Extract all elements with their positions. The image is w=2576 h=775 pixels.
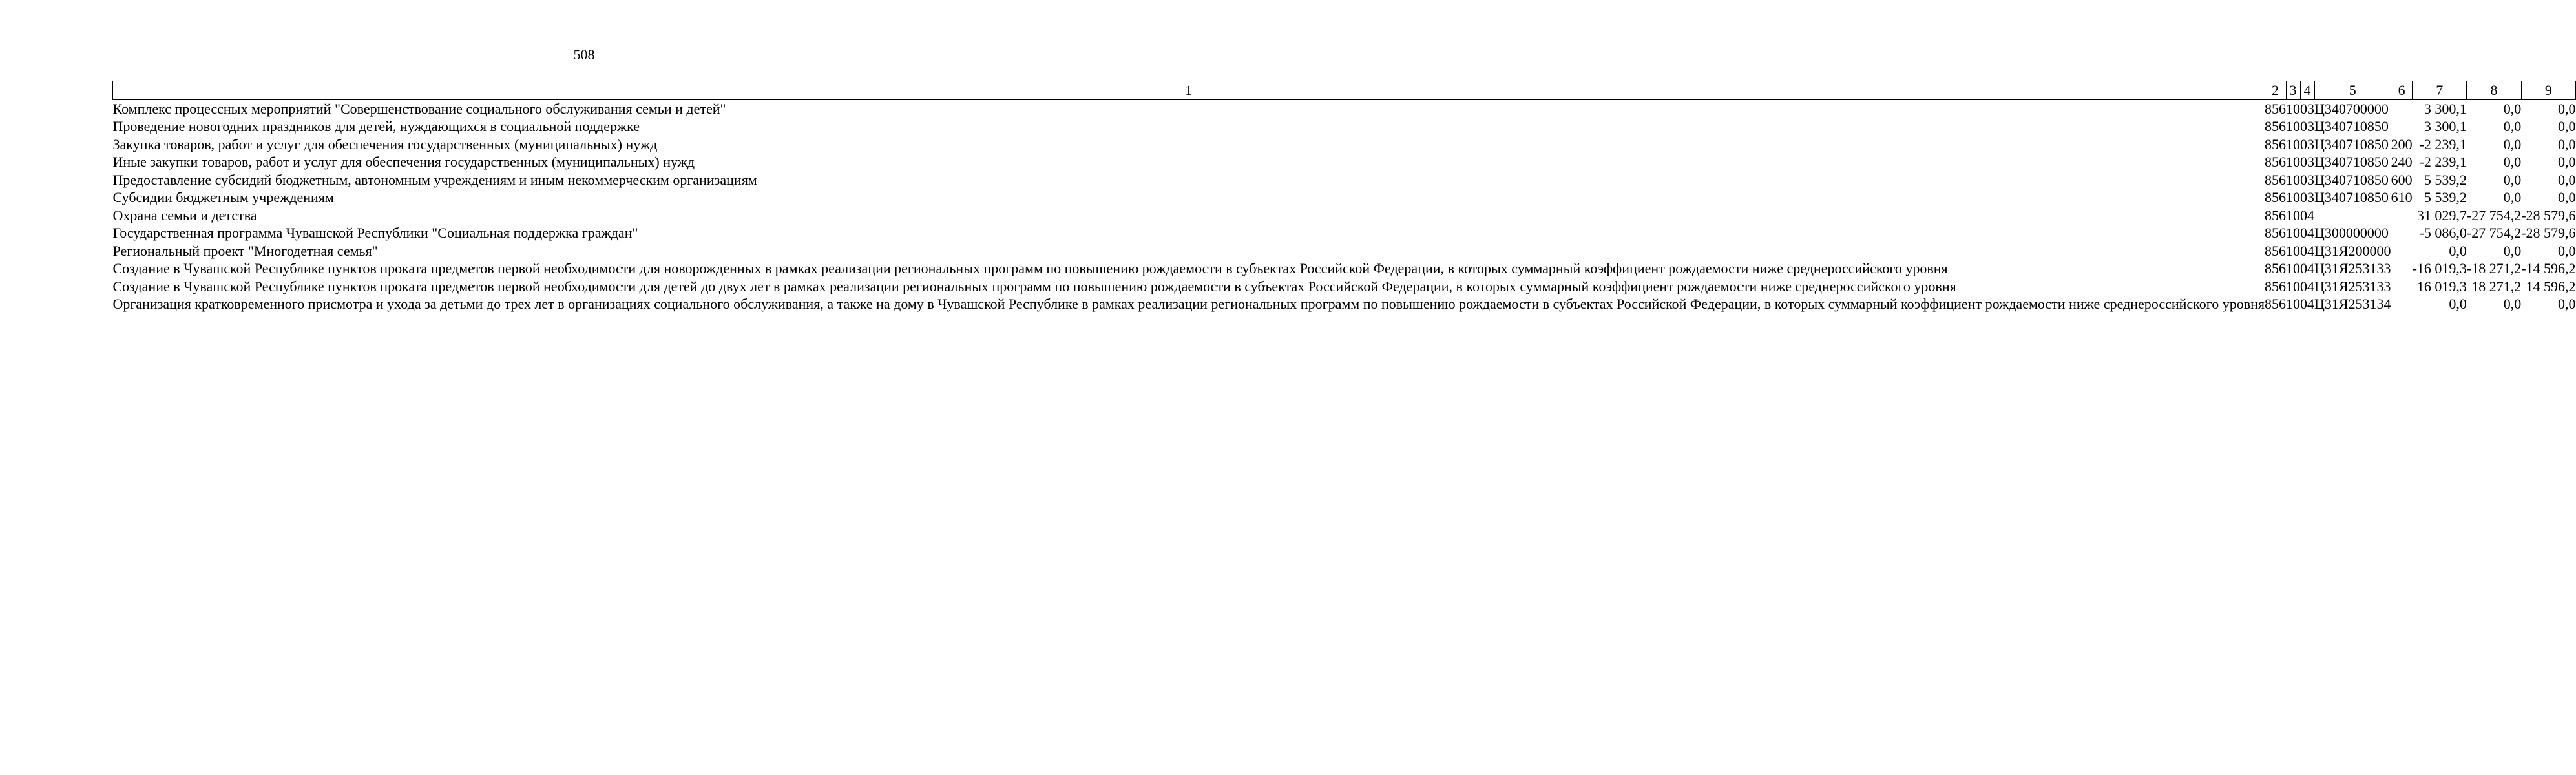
cell-expense-type: [2391, 99, 2413, 118]
cell-expense-type: 600: [2391, 171, 2413, 188]
col-header-7: 7: [2413, 81, 2467, 100]
table-row: [113, 260, 2576, 278]
cell-amount-8: -18 271,2: [2466, 260, 2522, 276]
cell-expense-type: [2391, 207, 2413, 225]
cell-target-article: Ц340710850: [2314, 136, 2389, 152]
cell-expense-type: [2391, 278, 2413, 296]
cell-target-article: Ц31Я253133: [2314, 260, 2391, 276]
header-row: [113, 81, 2576, 100]
cell-ministry: 856: [2265, 136, 2286, 152]
cell-section: 10: [2286, 225, 2300, 241]
cell-amount-7: 0,0: [2449, 242, 2467, 259]
cell-target-article: Ц340710850: [2314, 118, 2389, 134]
cell-amount-9: 0,0: [2558, 136, 2576, 152]
cell-amount-7: 0,0: [2449, 296, 2467, 312]
cell-ministry: 856: [2265, 225, 2286, 241]
cell-amount-9: 0,0: [2558, 118, 2576, 134]
cell-target-article: Ц340710850: [2314, 189, 2389, 205]
cell-amount-8: 0,0: [2503, 189, 2522, 205]
cell-amount-8: 0,0: [2503, 154, 2522, 170]
cell-section: 10: [2286, 154, 2300, 170]
cell-subsection: 04: [2300, 278, 2314, 294]
row-name: Предоставление субсидий бюджетным, автономным учреждениям и иным некоммерческим организациям: [112, 171, 757, 188]
cell-target-article: Ц31Я200000: [2314, 242, 2391, 259]
cell-amount-7: -16 019,3: [2412, 260, 2467, 276]
cell-ministry: 856: [2265, 296, 2286, 312]
table-row: [113, 278, 2576, 296]
cell-amount-9: 0,0: [2558, 189, 2576, 205]
cell-expense-type: [2391, 242, 2413, 260]
cell-amount-9: 0,0: [2558, 242, 2576, 259]
cell-amount-9: 14 596,2: [2526, 278, 2576, 294]
row-name: Государственная программа Чувашской Республики "Социальная поддержка граждан": [112, 225, 638, 241]
cell-amount-9: 0,0: [2558, 154, 2576, 170]
cell-amount-9: 0,0: [2558, 171, 2576, 188]
cell-subsection: 03: [2300, 100, 2314, 117]
cell-ministry: 856: [2265, 154, 2286, 170]
cell-amount-9: -28 579,6: [2521, 207, 2576, 223]
table-row: [113, 99, 2576, 118]
cell-section: 10: [2286, 242, 2300, 259]
cell-section: 10: [2286, 207, 2300, 223]
cell-amount-7: 3 300,1: [2424, 118, 2467, 134]
cell-amount-7: -2 239,1: [2419, 136, 2467, 152]
cell-ministry: 856: [2265, 171, 2286, 188]
cell-section: 10: [2286, 136, 2300, 152]
cell-amount-9: 0,0: [2558, 296, 2576, 312]
cell-target-article: Ц300000000: [2314, 225, 2389, 241]
col-header-1: 1: [113, 81, 2265, 100]
row-name: Охрана семьи и детства: [112, 207, 257, 223]
cell-target-article: Ц340700000: [2314, 100, 2389, 117]
cell-subsection: 03: [2300, 189, 2314, 205]
cell-amount-7: 5 539,2: [2424, 189, 2467, 205]
cell-ministry: 856: [2265, 242, 2286, 259]
budget-table: [112, 81, 2576, 313]
col-header-3: 3: [2286, 81, 2300, 100]
cell-amount-7: 16 019,3: [2416, 278, 2467, 294]
cell-amount-7: 5 539,2: [2424, 171, 2467, 188]
cell-section: 10: [2286, 260, 2300, 276]
cell-expense-type: 610: [2391, 189, 2413, 205]
cell-target-article: Ц340710850: [2314, 154, 2389, 170]
cell-target-article: Ц340710850: [2314, 171, 2389, 188]
cell-amount-8: 0,0: [2503, 171, 2522, 188]
row-name: Проведение новогодних праздников для детей, нуждающихся в социальной поддержке: [112, 118, 640, 134]
cell-amount-9: -14 596,2: [2521, 260, 2576, 276]
row-name: Комплекс процессных мероприятий "Совершенствование социального обслуживания семьи и детей": [112, 100, 726, 117]
cell-subsection: 04: [2300, 207, 2314, 223]
table-row: [113, 295, 2576, 313]
cell-target-article: Ц31Я253133: [2314, 278, 2391, 294]
row-name: Иные закупки товаров, работ и услуг для обеспечения государственных (муниципальных) нужд: [112, 154, 695, 170]
cell-amount-8: -27 754,2: [2466, 207, 2522, 223]
cell-ministry: 856: [2265, 207, 2286, 223]
cell-ministry: 856: [2265, 118, 2286, 134]
table-row: [113, 189, 2576, 207]
cell-expense-type: [2391, 118, 2413, 136]
row-name: Субсидии бюджетным учреждениям: [112, 189, 334, 205]
table-row: [113, 171, 2576, 189]
cell-amount-8: 0,0: [2503, 242, 2522, 259]
cell-amount-8: 0,0: [2503, 296, 2522, 312]
cell-subsection: 04: [2300, 260, 2314, 276]
col-header-5: 5: [2314, 81, 2391, 100]
cell-section: 10: [2286, 118, 2300, 134]
row-name: Организация кратковременного присмотра и ухода за детьми до трех лет в организациях социального обслуживания, а также на дому в Чувашской Республике в рамках реализации региональных программ по повышению рождаемости в субъектах Российской Федерации, в которых суммарный коэффициент рождаемости ниже среднероссийского уровня: [112, 296, 2265, 312]
cell-amount-7: -2 239,1: [2419, 154, 2467, 170]
row-name: Создание в Чувашской Республике пунктов проката предметов первой необходимости для новорожденных в рамках реализации региональных программ по повышению рождаемости в субъектах Российской Федерации, в которых суммарный коэффициент рождаемости ниже среднероссийского уровня: [112, 260, 1948, 276]
table-row: [113, 224, 2576, 242]
table-row: [113, 153, 2576, 171]
cell-target-article: Ц31Я253134: [2314, 296, 2391, 312]
col-header-2: 2: [2265, 81, 2286, 100]
cell-amount-8: 18 271,2: [2471, 278, 2522, 294]
cell-section: 10: [2286, 171, 2300, 188]
cell-ministry: 856: [2265, 100, 2286, 117]
col-header-6: 6: [2391, 81, 2413, 100]
cell-subsection: 03: [2300, 171, 2314, 188]
cell-amount-7: -5 086,0: [2419, 225, 2467, 241]
row-name: Региональный проект "Многодетная семья": [112, 242, 378, 259]
row-name: Закупка товаров, работ и услуг для обеспечения государственных (муниципальных) нужд: [112, 136, 658, 152]
cell-amount-8: -27 754,2: [2466, 225, 2522, 241]
cell-subsection: 03: [2300, 154, 2314, 170]
cell-subsection: 03: [2300, 118, 2314, 134]
cell-section: 10: [2286, 278, 2300, 294]
cell-subsection: 04: [2300, 242, 2314, 259]
cell-expense-type: 240: [2391, 154, 2413, 170]
cell-target-article: [2314, 207, 2391, 225]
cell-section: 10: [2286, 189, 2300, 205]
cell-amount-9: 0,0: [2558, 100, 2576, 117]
table-row: [113, 118, 2576, 136]
cell-amount-8: 0,0: [2503, 118, 2522, 134]
cell-expense-type: [2391, 295, 2413, 313]
cell-section: 10: [2286, 296, 2300, 312]
cell-expense-type: [2391, 224, 2413, 242]
cell-ministry: 856: [2265, 278, 2286, 294]
cell-subsection: 04: [2300, 225, 2314, 241]
table-row: [113, 136, 2576, 154]
cell-ministry: 856: [2265, 260, 2286, 276]
cell-section: 10: [2286, 100, 2300, 117]
cell-subsection: 04: [2300, 296, 2314, 312]
cell-expense-type: [2391, 260, 2413, 278]
col-header-9: 9: [2521, 81, 2575, 100]
cell-expense-type: 200: [2391, 136, 2413, 152]
row-name: Создание в Чувашской Республике пунктов проката предметов первой необходимости для детей до двух лет в рамках реализации региональных программ по повышению рождаемости в субъектах Российской Федерации, в которых суммарный коэффициент рождаемости ниже среднероссийского уровня: [112, 278, 1956, 294]
page-number: 508: [573, 46, 595, 63]
cell-amount-7: 3 300,1: [2424, 100, 2467, 117]
cell-ministry: 856: [2265, 189, 2286, 205]
cell-amount-8: 0,0: [2503, 100, 2522, 117]
cell-subsection: 03: [2300, 136, 2314, 152]
cell-amount-7: 31 029,7: [2416, 207, 2467, 223]
col-header-4: 4: [2300, 81, 2314, 100]
table-row: [113, 242, 2576, 260]
col-header-8: 8: [2467, 81, 2521, 100]
cell-amount-8: 0,0: [2503, 136, 2522, 152]
table-row: [113, 207, 2576, 225]
cell-amount-9: -28 579,6: [2521, 225, 2576, 241]
